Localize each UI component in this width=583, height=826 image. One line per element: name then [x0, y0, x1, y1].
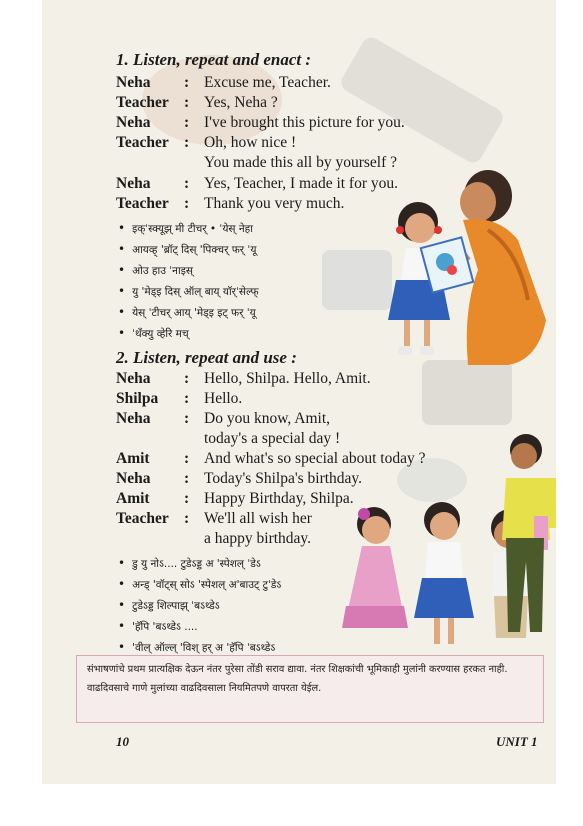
dialogue-line: Do you know, Amit, [204, 410, 331, 427]
speaker-label: Neha [116, 114, 151, 131]
dialogue-line: Today's Shilpa's birthday. [204, 470, 363, 487]
colon: : [184, 510, 190, 527]
dialogue-line: Thank you very much. [204, 195, 345, 212]
speaker-label: Teacher [116, 94, 169, 111]
dialogue-line: Oh, how nice ! [204, 134, 297, 151]
speaker-label: Neha [116, 470, 151, 487]
dialogue-line: Excuse me, Teacher. [204, 74, 331, 91]
colon: : [184, 195, 190, 212]
colon: : [184, 175, 190, 192]
dialogue-line: And what's so special about today ? [204, 450, 426, 467]
colon: : [184, 134, 190, 151]
page-number: 10 [116, 734, 129, 749]
section1-heading: 1. Listen, repeat and enact : [116, 50, 312, 69]
pronunciation-item: • 'वील् ऑल्ल् 'विश् हर् अ 'हॅपि ˈबऽथ्डेऽ [118, 640, 275, 655]
pronunciation-item: • 'हॅपि 'बऽथ्डेऽ .... [118, 619, 198, 634]
dialogue-line: Hello, Shilpa. Hello, Amit. [204, 370, 371, 387]
dialogue-line: a happy birthday. [204, 530, 312, 547]
dialogue-line: We'll all wish her [204, 510, 312, 527]
dialogue-line: Hello. [204, 390, 243, 407]
pronunciation-item: • ˈथँक्यु व्हेरि मच् [118, 326, 189, 341]
speaker-label: Neha [116, 74, 151, 91]
colon: : [184, 450, 190, 467]
pronunciation-item: • डु यु नोऽ.... टुडेऽड्ड अ 'स्पेशल् ˈडेऽ [118, 556, 261, 571]
speaker-label: Amit [116, 490, 150, 507]
colon: : [184, 410, 190, 427]
speaker-label: Amit [116, 450, 150, 467]
teacher-note-text: संभाषणांचे प्रथम प्रात्यक्षिक देऊन नंतर पुरेसा तोंडी सराव द्यावा. नंतर शिक्षकांची भूमिकाही मुलांनी करण्यास हरकत नाही. वाढदिवसाचे गाणे मुलांच्या वाढदिवसाला नियमितपणे वापरता येईल. [87, 664, 508, 694]
pronunciation-item: • ओउ हाउ ˈनाइस् [118, 263, 193, 278]
pronunciation-item: • टुडेऽड्ड शिल्पाझ् ˈबऽथ्डेऽ [118, 598, 220, 613]
speaker-label: Neha [116, 175, 151, 192]
speaker-label: Neha [116, 370, 151, 387]
colon: : [184, 94, 190, 111]
pronunciation-item: • अन्ड् 'वॉट्स् सोऽ 'स्पेशल् अ'बाउट् टुˈडेऽ [118, 577, 281, 592]
dialogue-line: I've brought this picture for you. [204, 114, 405, 131]
boy-yellow-shirt [494, 432, 556, 646]
colon: : [184, 470, 190, 487]
speaker-label: Teacher [116, 510, 169, 527]
speaker-label: Teacher [116, 134, 169, 151]
dialogue-line: Happy Birthday, Shilpa. [204, 490, 354, 507]
dialogue-line: Yes, Neha ? [204, 94, 278, 111]
colon: : [184, 114, 190, 131]
speaker-label: Teacher [116, 195, 169, 212]
speaker-label: Neha [116, 410, 151, 427]
colon: : [184, 490, 190, 507]
dialogue-line: Yes, Teacher, I made it for you. [204, 175, 399, 192]
teacher-note-box [76, 655, 544, 723]
colon: : [184, 370, 190, 387]
speaker-label: Shilpa [116, 390, 159, 407]
pronunciation-item: • इक्ˈस्क्यूझ् मी टीचर् • ˈयेस् नेहा [118, 221, 253, 236]
dialogue-line: You made this all by yourself ? [204, 154, 398, 171]
dialogue-line: today's a special day ! [204, 430, 341, 447]
pronunciation-item: • आयव्ह् 'ब्रॉट् दिस् 'पिक्चर् फर् ˈयू [118, 242, 256, 257]
unit-label: UNIT 1 [496, 734, 538, 749]
colon: : [184, 390, 190, 407]
colon: : [184, 74, 190, 91]
pronunciation-item: • यु 'मेड्इ दिस् ऑल् बाय् यॉर्ˈसेल्फ् [118, 284, 259, 299]
pronunciation-item: • येस् ˈटीचर् आय् 'मेड्इ इट् फर् ˈयू [118, 305, 256, 320]
section2-heading: 2. Listen, repeat and use : [116, 348, 297, 367]
